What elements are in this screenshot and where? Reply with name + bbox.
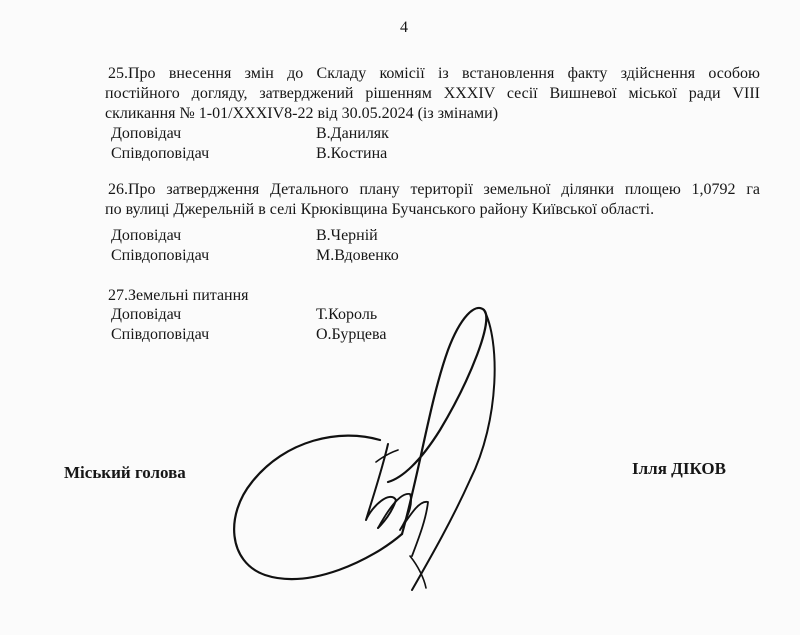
agenda-item-26-line-2: по вулиці Джерельній в селі Крюківщина Бучанського району Київської області. xyxy=(105,201,655,218)
co-speaker-name: О.Бурцева xyxy=(316,326,387,343)
co-speaker-row xyxy=(111,144,511,164)
co-speaker-name: В.Костина xyxy=(316,145,388,162)
co-speaker-label: Співдоповідач xyxy=(111,326,210,343)
speaker-name: В.Черній xyxy=(316,227,378,244)
co-speaker-label: Співдоповідач xyxy=(111,247,210,264)
co-speaker-row xyxy=(111,246,511,266)
speaker-name: Т.Король xyxy=(316,306,378,323)
agenda-item-27-line-1: 27.Земельні питання xyxy=(108,287,249,304)
co-speaker-name: М.Вдовенко xyxy=(316,247,399,264)
agenda-item-26 xyxy=(105,180,760,220)
agenda-item-25-roles xyxy=(111,124,511,164)
agenda-item-26-line-1: 26.Про затвердження Детального плану території земельної ділянки площею 1,0792 га xyxy=(108,181,760,198)
speaker-label: Доповідач xyxy=(111,306,182,323)
agenda-item-27-roles xyxy=(111,305,511,345)
speaker-row xyxy=(111,226,511,246)
speaker-row xyxy=(111,124,511,144)
co-speaker-row xyxy=(111,325,511,345)
agenda-item-27 xyxy=(108,286,760,306)
agenda-item-25-line-1: 25.Про внесення змін до Складу комісії із встановлення факту здійснення особою xyxy=(108,65,760,82)
agenda-item-25 xyxy=(105,64,760,124)
speaker-name: В.Даниляк xyxy=(316,125,389,142)
agenda-item-25-line-3: скликання № 1-01/XXXIV8-22 від 30.05.2024 (із змінами) xyxy=(105,105,499,122)
speaker-label: Доповідач xyxy=(111,125,182,142)
agenda-item-25-line-2: постійного догляду, затверджений рішенням XXXIV сесії Вишневої міської ради VIII xyxy=(105,85,760,102)
signer-name: Ілля ДІКОВ xyxy=(632,459,726,478)
agenda-item-26-roles xyxy=(111,226,511,266)
co-speaker-label: Співдоповідач xyxy=(111,145,210,162)
page-number: 4 xyxy=(400,19,408,36)
speaker-row xyxy=(111,305,511,325)
speaker-label: Доповідач xyxy=(111,227,182,244)
signer-title: Міський голова xyxy=(64,463,186,482)
